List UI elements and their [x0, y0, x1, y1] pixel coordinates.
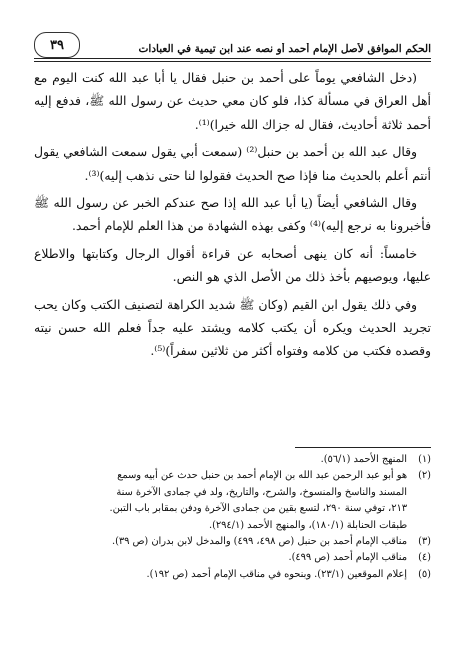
footnote-line: مناقب الإمام أحمد (ص ٤٩٩).: [288, 552, 407, 564]
running-header: [34, 30, 431, 58]
footnote-line: إعلام الموقعين (٢٣/١). وبنحوه في مناقب الإمام أحمد (ص ١٩٢).: [146, 568, 407, 580]
paragraph: وقال عبد الله بن أحمد بن حنبل⁽²⁾ (سمعت أبي يقول سمعت الشافعي يقول أنتم أعلم بالحديث منا فإذا صح الحديث فقولوا لنا حتى نذهب إليه)⁽³⁾.: [34, 144, 431, 183]
footnote-line: مناقب الإمام أحمد بن حنبل (ص ٤٩٨، ٤٩٩) والمدخل لابن بدران (ص ٣٩).: [111, 536, 407, 548]
header-rule: [34, 58, 431, 59]
footnote-line: ٢١٣، توفي سنة ٢٩٠، لتسع بقين من جمادى الآخرة ودفن بمقابر باب التبن.: [109, 503, 407, 515]
paragraph: وفي ذلك يقول ابن القيم (وكان ﷺ شديد الكراهة لتصنيف الكتب وكان يحب تجريد الحديث ويكره أن يكتب كلامه ويشتد عليه جداً فعلم الله حسن نيته وقصده فكتب من كلامه وفتواه أكثر من ثلاثين سفراً)⁽⁵⁾.: [34, 296, 431, 359]
footnotes: [34, 452, 431, 583]
footnote-number: (٣): [418, 536, 431, 548]
paragraph: خامساً: أنه كان ينهى أصحابه عن قراءة أقوال الرجال وكتابتها والاطلاع عليها، ويوصيهم بأخذ ذلك من الأصل الذي هو النص.: [34, 245, 431, 285]
main-text: [34, 66, 431, 367]
footnote-line: المسند والناسخ والمنسوخ، والشرح، والتاريخ، ولد في جمادى الآخرة سنة: [116, 486, 407, 498]
footnote-item: [34, 534, 431, 550]
footnote-line: هو أبو عبد الرحمن عبد الله بن الإمام أحمد بن حنبل حدث عن أبيه وسمع: [117, 470, 407, 482]
footnote-number: (٥): [418, 568, 431, 580]
footnote-item: [34, 550, 431, 566]
footnote-item: [34, 468, 431, 534]
header-rule-thin: [34, 61, 431, 62]
footnote-separator: [295, 447, 431, 448]
footnote-number: (٢): [418, 470, 431, 482]
paragraph: (دخل الشافعي يوماً على أحمد بن حنبل فقال يا أبا عبد الله كنت اليوم مع أهل العراق في مسألة كذا، فلو كان معي حديث عن رسول الله ﷺ، فدفع إليه أحمد ثلاثة أحاديث، فقال له جزاك الله خيرا)⁽¹⁾.: [34, 70, 431, 132]
footnote-line: طبقات الحنابلة (١٨٠/١)، والمنهج الأحمد (٢٩٤/١).: [208, 519, 407, 531]
header-title: الحكم الموافق لأصل الإمام أحمد أو نصه عند ابن تيمية في العبادات: [138, 43, 431, 55]
footnote-number: (٤): [418, 552, 431, 564]
page-number-badge: ٣٩: [34, 32, 80, 58]
paragraph: وقال الشافعي أيضاً (يا أبا عبد الله إذا صح عندكم الخبر عن رسول الله ﷺ فأخبرونا به نرجع إليه)⁽⁴⁾ وكفى بهذه الشهادة من هذا العلم للإمام أحمد.: [34, 195, 431, 234]
footnote-item: [34, 567, 431, 583]
footnote-item: [34, 452, 431, 468]
footnote-line: المنهج الأحمد (٥٦/١).: [320, 454, 407, 465]
footnote-number: (١): [418, 454, 431, 465]
